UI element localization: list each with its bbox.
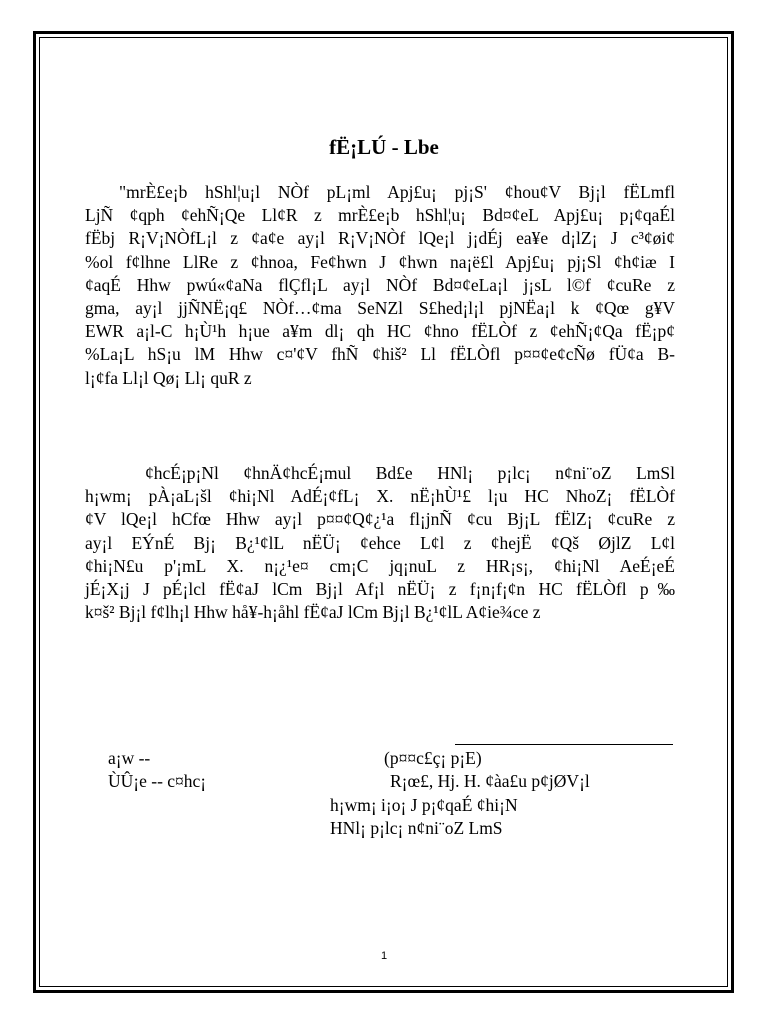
paragraph-line: k¤š² Bj¡l f¢lh¡l Hhw hå¥-h¡åhl fË¢aJ lCm Bj¡l B¿¹¢lL A¢ie¾ce z — [85, 602, 541, 623]
paragraph-line: ¢hcÉ¡p¡Nl ¢hnÄ¢hcÉ¡mul Bd£e HNl¡ p¡lc¡ n¢ni¨oZ LmSl — [145, 463, 675, 483]
date-label: a¡w -- — [108, 748, 151, 768]
paragraph-line: jÉ¡X¡j J pÉ¡lcl fË¢aJ lCm Bj¡l Af¡l nËÜ¡ z f¡n¡f¡¢n HC fËLÒfl p‰ — [85, 579, 675, 600]
paragraph-line: ay¡l EÝnÉ Bj¡ B¿¹¢lL nËÜ¡ ¢ehce L¢l z ¢hejË ¢Qš ØjlZ L¢l — [85, 532, 675, 553]
signatory-name: (p¤¤c£ç¡ p¡E) — [384, 748, 482, 768]
place-label: ÙÛ¡e -- c¤hc¡ — [108, 771, 207, 791]
paragraph-line: fËbj R¡V¡NÒfL¡l z ¢a¢e ay¡l R¡V¡NÒf lQe¡l j¡dÉj ea¥e d¡lZ¡ J c³¢øi¢ — [85, 228, 675, 249]
paragraph-line: gma, ay¡l jjÑNË¡q£ NÒf…¢ma SeNZl S£hed¡l¡l pjNËa¡l k ¢Qœ g¥V — [85, 298, 675, 319]
paragraph-line: EWR a¡l-C h¡Ù¹h h¡ue a¥m dl¡ qh HC ¢hno fËLÒf z ¢ehÑ¡¢Qa fË¡p¢ — [85, 321, 675, 342]
paragraph-line: %La¡L hS¡u lM Hhw c¤'¢V fhÑ ¢hiš² Ll fËLÒfl p¤¤¢e¢cÑø fÜ¢a B- — [85, 344, 675, 365]
signatory-college: HNl¡ p¡lc¡ n¢ni¨oZ LmS — [330, 818, 503, 838]
signatory-course: R¡œ£, Hj. H. ¢àa£u p¢jØV¡l — [390, 771, 590, 791]
paragraph-line: %ol f¢lhne LlRe z ¢hnoa, Fe¢hwn J ¢hwn na¡ë£l Apj£u¡ pj¡Sl ¢h¢iæ I — [85, 251, 675, 272]
paragraph-line: ¢V lQe¡l hCfœ Hhw ay¡l p¤¤¢Q¢¿¹a fl¡jnÑ ¢cu Bj¡L fËlZ¡ ¢cuRe z — [85, 509, 675, 530]
paragraph-line: ¢hi¡N£u p'¡mL X. n¡¿¹e¤ cm¡C jq¡nuL z HR¡s¡, ¢hi¡Nl AeÉ¡eÉ — [85, 555, 675, 576]
body-paragraph-1 — [85, 181, 675, 390]
paragraph-line: "mrÈ£e¡b hShl¦u¡l NÒf pL¡ml Apj£u¡ pj¡S' ¢hou¢V Bj¡l fËLmfl — [119, 182, 675, 202]
page-number: 1 — [380, 950, 388, 962]
signatory-department: h¡wm¡ i¡o¡ J p¡¢qaÉ ¢hi¡N — [330, 795, 518, 815]
paragraph-line: h¡wm¡ pÀ¡aL¡šl ¢hi¡Nl AdÉ¡¢fL¡ X. nË¡hÙ¹£ l¡u HC NhoZ¡ fËLÒf — [85, 486, 675, 507]
paragraph-line: l¡¢fa Ll¡l Qø¡ Ll¡ quR z — [85, 367, 252, 388]
paragraph-line: LjÑ ¢qph ¢ehÑ¡Qe Ll¢R z mrÈ£e¡b hShl¦u¡ Bd¤¢eL Apj£u¡ p¡¢qaÉl — [85, 205, 675, 226]
page-title: fË¡LÚ - Lbe — [329, 135, 439, 159]
signature-rule — [455, 744, 673, 745]
paragraph-line: ¢aqÉ Hhw pwú«¢aNa flÇfl¡L ay¡l NÒf Bd¤¢eLa¡l j¡sL l©f ¢cuRe z — [85, 274, 675, 295]
body-paragraph-2 — [85, 462, 675, 624]
